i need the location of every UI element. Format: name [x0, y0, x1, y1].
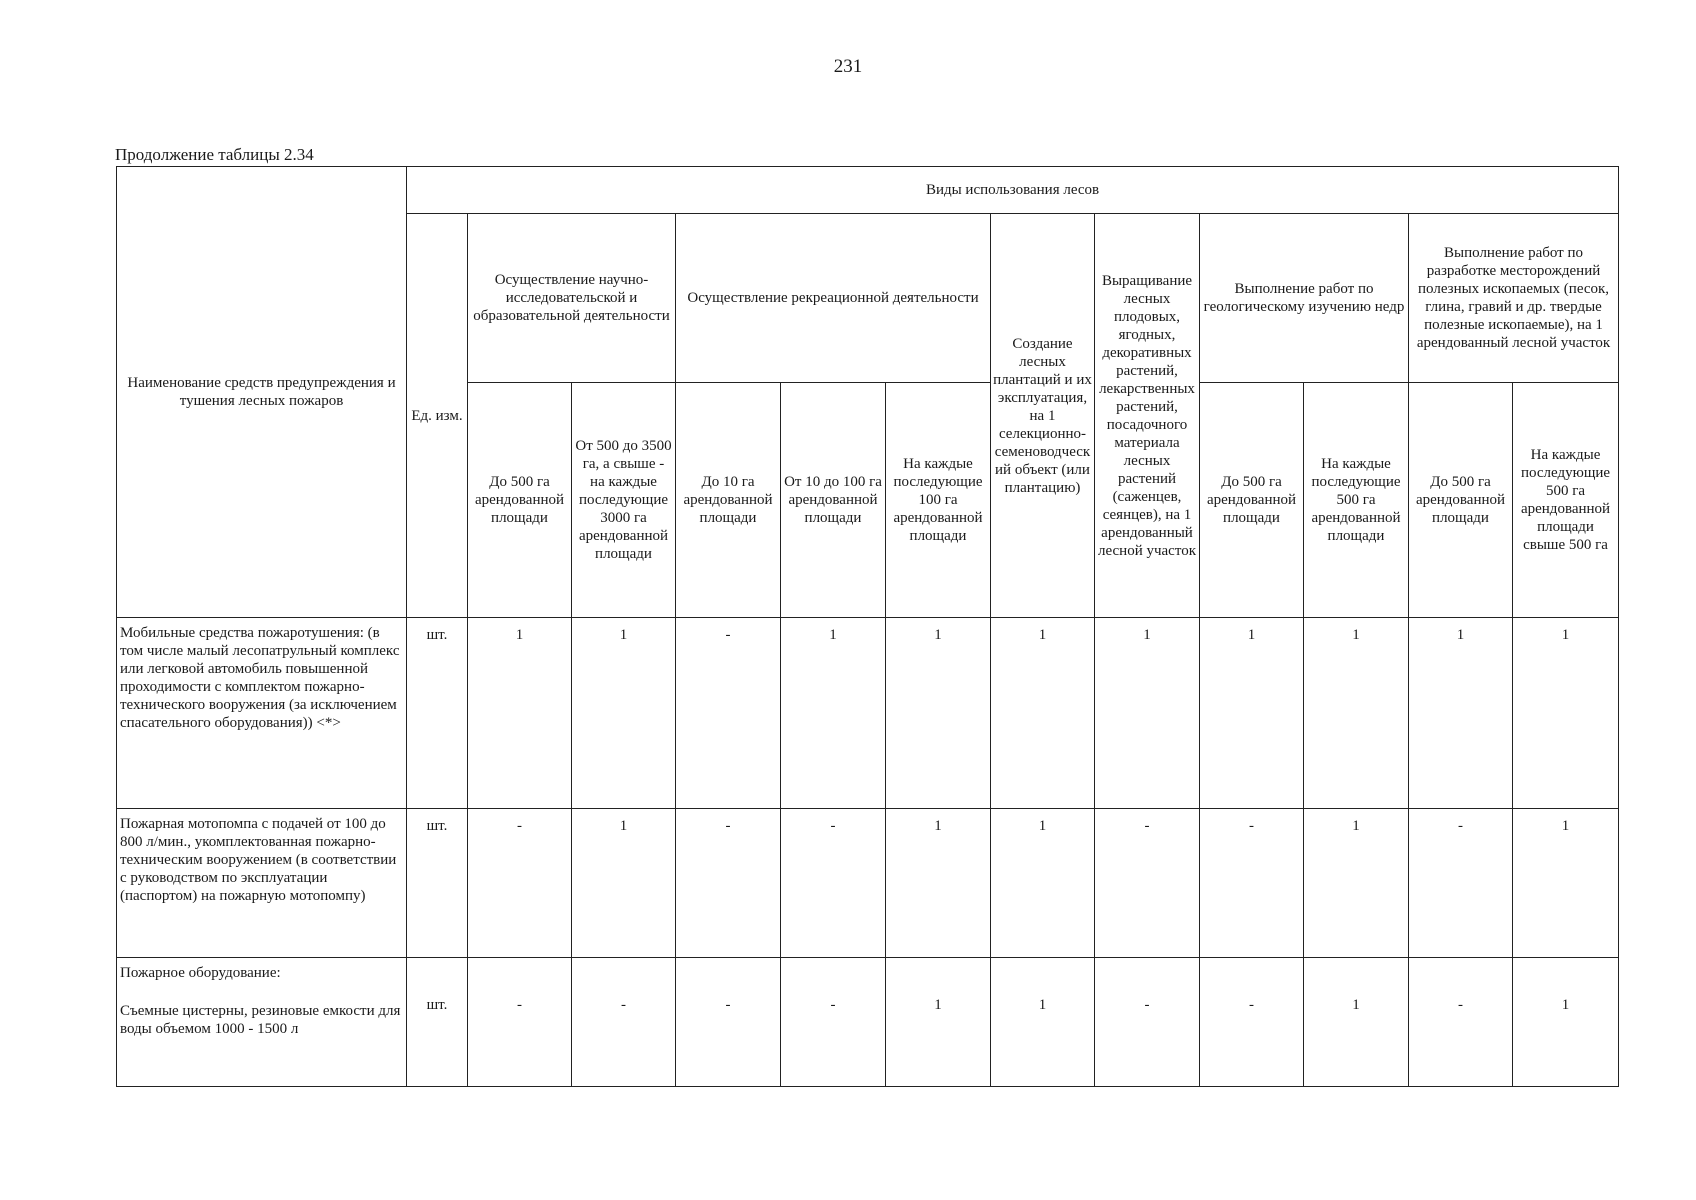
table-row — [117, 958, 1619, 1087]
cell-value: - — [830, 997, 836, 1013]
header-sub-research-2: От 500 до 3500 га, а свыше - на каждые последующие 3000 га арендованной площади — [572, 383, 676, 618]
cell-value: - — [781, 809, 886, 958]
header-group-cultivation: Выращивание лесных плодовых, ягодных, декоративных растений, лекарственных растений, посадочного материала лесных растений (саженцев, сеянцев), на 1 арендованный лесной участок — [1095, 214, 1200, 618]
cell-value: - — [1144, 997, 1150, 1013]
row-section-title: Пожарное оборудование: — [120, 965, 281, 981]
cell-value: - — [1249, 997, 1254, 1013]
cell-value: 1 — [886, 809, 991, 958]
cell-value: - — [676, 809, 781, 958]
cell-value: - — [1409, 809, 1513, 958]
cell-value: 1 — [1513, 618, 1619, 809]
row-name: Съемные цистерны, резиновые емкости для воды объемом 1000 - 1500 л — [120, 1003, 401, 1037]
cell-value: 1 — [991, 809, 1095, 958]
cell-value: - — [1458, 997, 1463, 1013]
cell — [1513, 958, 1619, 1087]
header-sub-mining-2: На каждые последующие 500 га арендованной площади свыше 500 га — [1513, 383, 1619, 618]
header-group-recreation: Осуществление рекреационной деятельности — [676, 214, 991, 383]
cell-value: 1 — [1561, 997, 1570, 1013]
header-forest-use-types: Виды использования лесов — [407, 167, 1619, 214]
header-group-plantations: Создание лесных плантаций и их эксплуатация, на 1 селекционно-семеноводческий объект (или плантацию) — [991, 214, 1095, 618]
cell-value: - — [1200, 809, 1304, 958]
cell-value: - — [468, 809, 572, 958]
cell-value: 1 — [1409, 618, 1513, 809]
cell-value: 1 — [572, 809, 676, 958]
cell — [572, 958, 676, 1087]
header-unit: Ед. изм. — [407, 214, 468, 618]
cell-value: - — [676, 618, 781, 809]
header-group-research: Осуществление научно-исследовательской и образовательной деятельности — [468, 214, 676, 383]
page-number: 231 — [833, 56, 863, 77]
cell-value: - — [725, 997, 731, 1013]
row-unit-cell — [407, 958, 468, 1087]
forest-fire-equipment-table — [116, 166, 1619, 1087]
header-group-mining: Выполнение работ по разработке месторождений полезных ископаемых (песок, глина, гравий и др. твердые полезные ископаемые), на 1 арендованный лесной участок — [1409, 214, 1619, 383]
header-group-geology: Выполнение работ по геологическому изучению недр — [1200, 214, 1409, 383]
cell-value: - — [621, 997, 626, 1013]
cell-value: 1 — [1513, 809, 1619, 958]
cell-value: 1 — [991, 618, 1095, 809]
table-caption: Продолжение таблицы 2.34 — [115, 145, 314, 164]
row-name: Мобильные средства пожаротушения: (в том числе малый лесопатрульный комплекс или легковой автомобиль повышенной проходимости с комплектом пожарно-технического вооружения (за исключением спасательного оборудования)) <*> — [117, 618, 407, 809]
cell — [1409, 958, 1513, 1087]
cell-value: 1 — [886, 618, 991, 809]
cell — [1200, 958, 1304, 1087]
cell-value: 1 — [572, 618, 676, 809]
cell — [468, 958, 572, 1087]
cell-value: 1 — [934, 997, 942, 1013]
cell-value: 1 — [1038, 997, 1047, 1013]
cell-value: 1 — [1200, 618, 1304, 809]
cell-value: - — [1095, 809, 1200, 958]
table-row — [117, 618, 1619, 809]
row-name-cell — [117, 958, 407, 1087]
header-sub-research-1: До 500 га арендованной площади — [468, 383, 572, 618]
header-sub-geology-1: До 500 га арендованной площади — [1200, 383, 1304, 618]
header-sub-recreation-3: На каждые последующие 100 га арендованной площади — [886, 383, 991, 618]
table-row — [117, 809, 1619, 958]
cell-value: 1 — [1304, 618, 1409, 809]
row-unit: шт. — [426, 997, 448, 1013]
cell-value: 1 — [1352, 997, 1360, 1013]
header-sub-recreation-2: От 10 до 100 га арендованной площади — [781, 383, 886, 618]
cell-value: 1 — [1304, 809, 1409, 958]
cell — [781, 958, 886, 1087]
cell — [676, 958, 781, 1087]
cell-value: 1 — [468, 618, 572, 809]
row-name: Пожарная мотопомпа с подачей от 100 до 800 л/мин., укомплектованная пожарно-техническим вооружением (в соответствии с руководством по эксплуатации (паспортом) на пожарную мотопомпу) — [117, 809, 407, 958]
header-sub-geology-2: На каждые последующие 500 га арендованной площади — [1304, 383, 1409, 618]
row-unit: шт. — [407, 618, 468, 809]
cell — [1304, 958, 1409, 1087]
header-name: Наименование средств предупреждения и тушения лесных пожаров — [117, 167, 407, 618]
header-sub-mining-1: До 500 га арендованной площади — [1409, 383, 1513, 618]
cell-value: - — [517, 997, 522, 1013]
cell — [991, 958, 1095, 1087]
cell — [886, 958, 991, 1087]
row-unit: шт. — [407, 809, 468, 958]
cell-value: 1 — [781, 618, 886, 809]
header-sub-recreation-1: До 10 га арендованной площади — [676, 383, 781, 618]
cell — [1095, 958, 1200, 1087]
cell-value: 1 — [1095, 618, 1200, 809]
